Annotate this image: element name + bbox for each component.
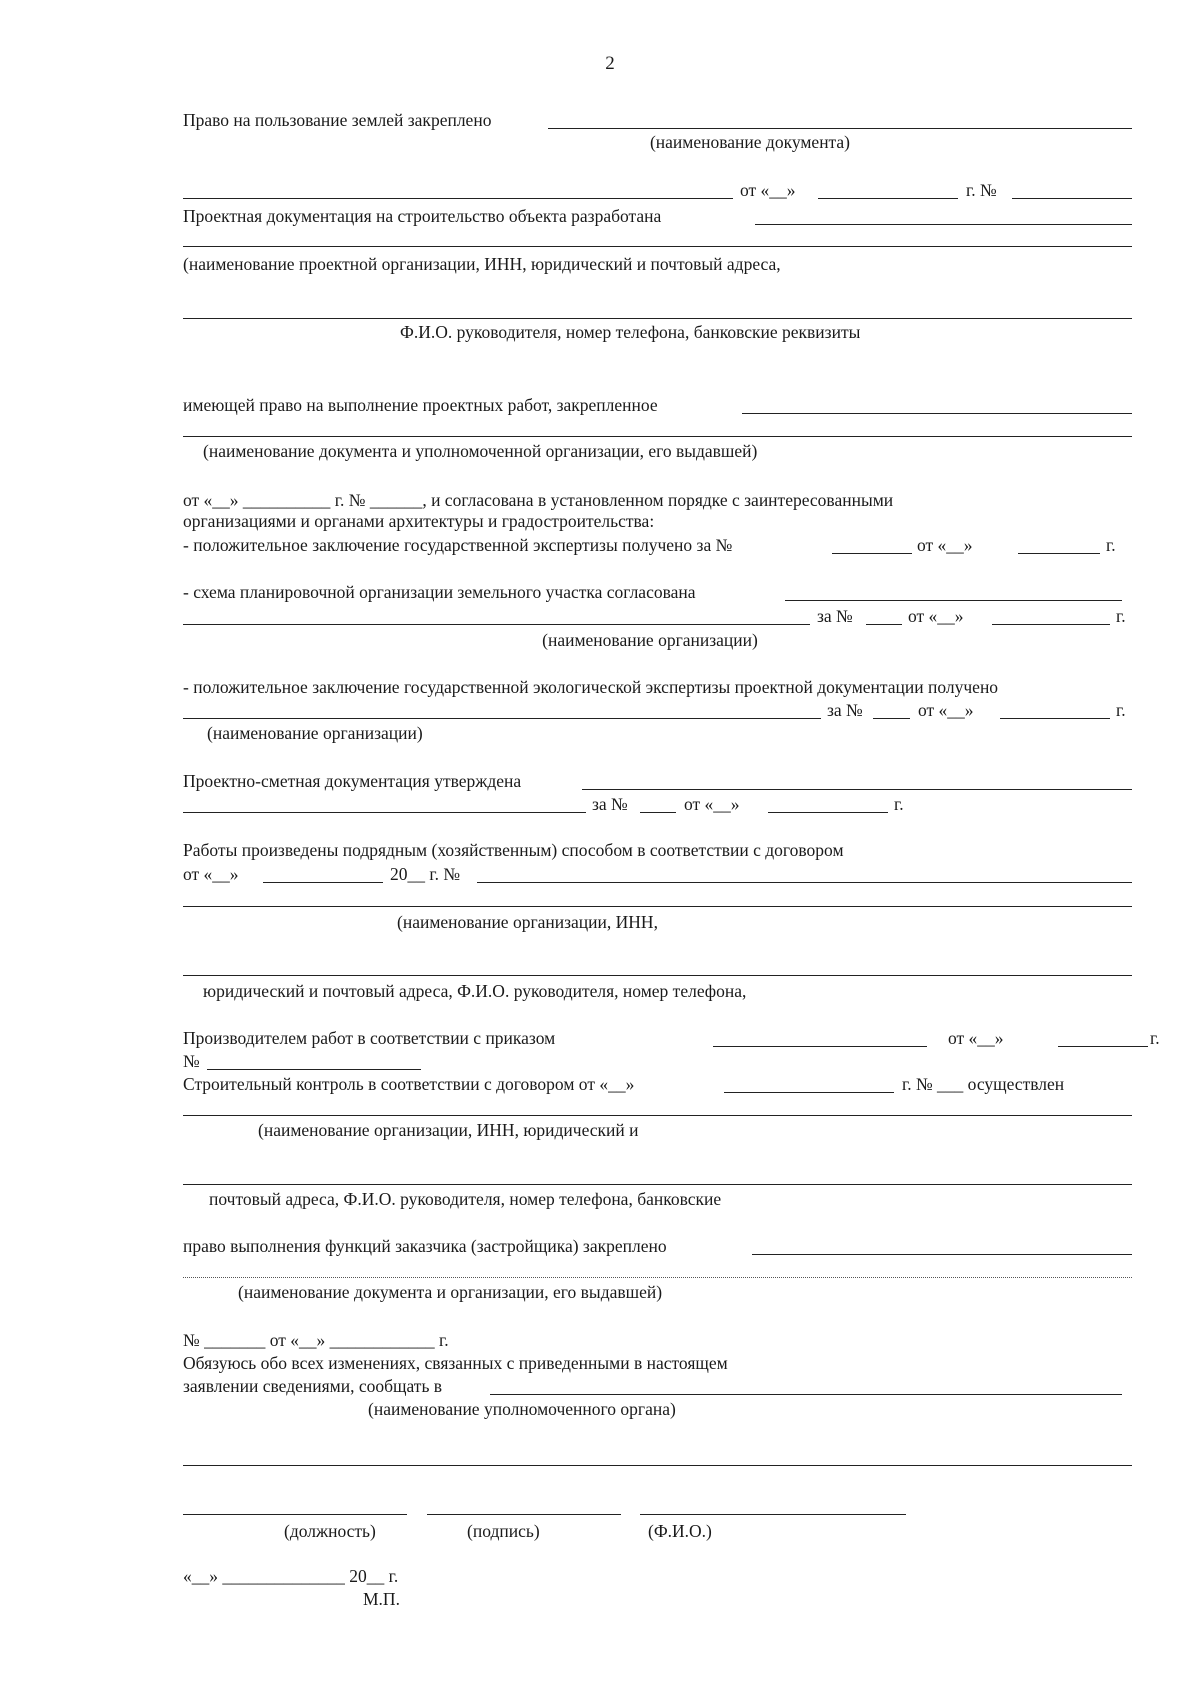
works-producer-number-label: № [183,1051,200,1071]
construction-control-number: г. № ___ осуществлен [902,1074,1065,1094]
land-scheme-year: г. [1116,606,1126,626]
position-line[interactable] [183,1514,407,1515]
design-right-line[interactable] [742,413,1132,414]
estimate-docs-org-line[interactable] [582,789,1132,790]
eco-expertise-date-from: от «__» [918,700,974,720]
land-scheme-label: - схема планировочной организации земельного участка согласована [183,582,696,602]
estimate-docs-date-from: от «__» [684,794,740,814]
state-expertise-date-line[interactable] [1018,553,1100,554]
land-document-line[interactable] [548,128,1132,129]
land-scheme-date-line[interactable] [992,624,1110,625]
works-org-line[interactable] [183,906,1132,907]
works-contract-date-from: от «__» [183,864,239,884]
works-org-line-2[interactable] [183,975,1132,976]
position-caption: (должность) [284,1521,376,1541]
signature-line[interactable] [427,1514,621,1515]
works-org-caption: (наименование организации, ИНН, [397,912,658,932]
works-contract-date-line[interactable] [263,882,383,883]
eco-expertise-date-line[interactable] [1000,718,1110,719]
obligation-line-2: заявлении сведениями, сообщать в [183,1376,443,1396]
construction-control-caption: (наименование организации, ИНН, юридический и [258,1120,639,1140]
customer-right-caption: (наименование документа и организации, его выдавшей) [238,1282,663,1302]
project-docs-label: Проектная документация на строительство объекта разработана [183,206,662,226]
state-expertise-label: - положительное заключение государственной экспертизы получено за № [183,535,733,555]
eco-expertise-number-line[interactable] [873,718,910,719]
construction-control-org-line[interactable] [183,1115,1132,1116]
works-producer-label: Производителем работ в соответствии с приказом [183,1028,556,1048]
construction-control-label: Строительный контроль в соответствии с договором от «__» [183,1074,635,1094]
land-date-line[interactable] [818,198,958,199]
works-contract-year: 20__ г. № [390,864,461,884]
works-producer-date-line[interactable] [1058,1046,1148,1047]
customer-right-line[interactable] [752,1254,1132,1255]
estimate-docs-number-label: за № [592,794,628,814]
signature-caption: (подпись) [467,1521,540,1541]
eco-expertise-number-label: за № [827,700,863,720]
customer-doc-number: № _______ от «__» ____________ г. [183,1330,449,1350]
eco-expertise-year: г. [1116,700,1126,720]
authority-line[interactable] [490,1394,1122,1395]
works-producer-date-from: от «__» [948,1028,1004,1048]
agreed-line-2: организациями и органами архитектуры и градостроительства: [183,511,655,531]
construction-control-date-line[interactable] [724,1092,894,1093]
works-contract-number-line[interactable] [477,882,1132,883]
project-org-caption: (наименование проектной организации, ИНН, юридический и почтовый адреса, [183,254,781,274]
design-right-line-2[interactable] [183,436,1132,437]
customer-right-label: право выполнения функций заказчика (застройщика) закреплено [183,1236,667,1256]
works-performed-line: Работы произведены подрядным (хозяйственным) способом в соответствии с договором [183,840,844,860]
design-right-caption: (наименование документа и уполномоченной организации, его выдавшей) [203,441,758,461]
project-org-line[interactable] [755,224,1132,225]
land-scheme-number-label: за № [817,606,853,626]
estimate-docs-number-line[interactable] [640,812,676,813]
land-date-from: от «__» [740,180,796,200]
authority-caption: (наименование уполномоченного органа) [368,1399,676,1419]
eco-expertise-caption: (наименование организации) [207,723,423,743]
works-producer-number-line[interactable] [207,1069,421,1070]
works-producer-order-line[interactable] [713,1046,927,1047]
construction-control-org-line-2[interactable] [183,1184,1132,1185]
fio-caption: (Ф.И.О.) [648,1521,712,1541]
fio-line[interactable] [640,1514,906,1515]
estimate-docs-org-line-2[interactable] [183,812,586,813]
customer-right-line-2[interactable] [183,1277,1132,1278]
stamp-place: М.П. [363,1589,400,1609]
project-head-line[interactable] [183,318,1132,319]
signature-date: «__» ______________ 20__ г. [183,1566,399,1586]
state-expertise-date-from: от «__» [917,535,973,555]
land-scheme-number-line[interactable] [866,624,902,625]
agreed-line-1: от «__» __________ г. № ______, и согласована в установленном порядке с заинтересованными [183,490,894,510]
project-org-line-2[interactable] [183,246,1132,247]
eco-expertise-org-line[interactable] [183,718,821,719]
page-number: 2 [605,53,615,74]
land-scheme-date-from: от «__» [908,606,964,626]
land-document-line-2[interactable] [183,198,733,199]
land-scheme-org-line-2[interactable] [183,624,810,625]
state-expertise-year: г. [1106,535,1116,555]
authority-line-2[interactable] [183,1465,1132,1466]
land-scheme-caption: (наименование организации) [542,630,758,650]
design-right-label: имеющей право на выполнение проектных работ, закрепленное [183,395,658,415]
land-document-caption: (наименование документа) [649,132,851,152]
estimate-docs-label: Проектно-сметная документация утверждена [183,771,522,791]
works-producer-year: г. [1150,1028,1160,1048]
estimate-docs-date-line[interactable] [768,812,888,813]
land-right-label: Право на пользование землей закреплено [183,110,492,130]
eco-expertise-label: - положительное заключение государственной экологической экспертизы проектной документации получено [183,677,999,697]
obligation-line-1: Обязуюсь обо всех изменениях, связанных с приведенными в настоящем [183,1353,728,1373]
estimate-docs-year: г. [894,794,904,814]
state-expertise-number-line[interactable] [832,553,912,554]
land-number-line[interactable] [1012,198,1132,199]
works-org-caption-2: юридический и почтовый адреса, Ф.И.О. руководителя, номер телефона, [203,981,747,1001]
project-head-caption: Ф.И.О. руководителя, номер телефона, банковские реквизиты [400,322,861,342]
land-number-label: г. № [966,180,997,200]
construction-control-caption-2: почтовый адреса, Ф.И.О. руководителя, номер телефона, банковские [209,1189,722,1209]
land-scheme-org-line[interactable] [785,600,1122,601]
